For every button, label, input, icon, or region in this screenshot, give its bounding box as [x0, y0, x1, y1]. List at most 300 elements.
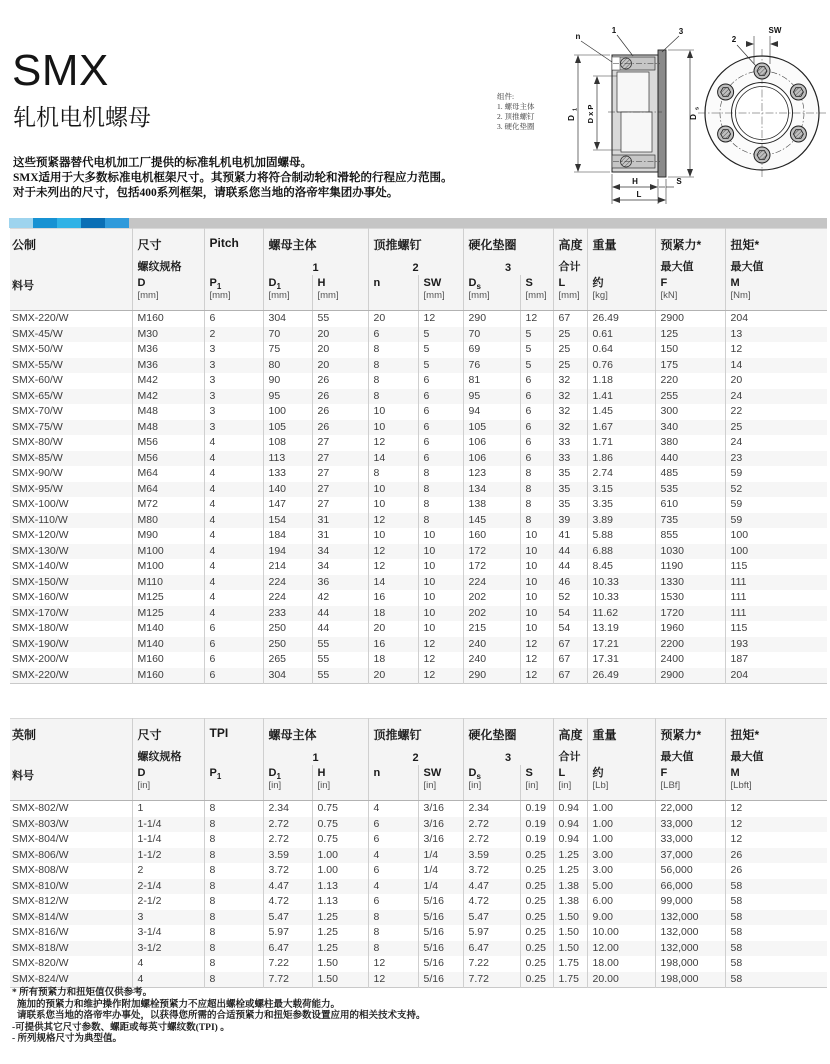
cell: 12.00 [587, 941, 655, 957]
cell: 214 [263, 559, 312, 575]
column-header: n [368, 275, 418, 311]
cell: 26.49 [587, 668, 655, 684]
column-header: D [in] [132, 765, 204, 801]
table-row [10, 832, 827, 848]
cell: 59 [725, 497, 827, 513]
cell: 0.19 [520, 817, 553, 833]
table-row [10, 668, 827, 684]
cell: 10 [418, 544, 463, 560]
cell: 6 [204, 621, 263, 637]
cell: 132,000 [655, 910, 725, 926]
cell: 1.41 [587, 389, 655, 405]
cell: 1.13 [312, 879, 368, 895]
cell: 0.25 [520, 894, 553, 910]
cell: 1.86 [587, 451, 655, 467]
part-number-header: 料号 [10, 275, 132, 311]
cell: 1.50 [312, 972, 368, 988]
cell: M36 [132, 342, 204, 358]
cell: 8 [520, 482, 553, 498]
cell: 8 [520, 466, 553, 482]
cell: 0.25 [520, 848, 553, 864]
cell: 4 [204, 559, 263, 575]
cell: 58 [725, 956, 827, 972]
cell: 31 [312, 528, 368, 544]
cell: 20 [368, 621, 418, 637]
cell: 10.33 [587, 590, 655, 606]
accent-segment [105, 218, 129, 228]
part-number: SMX-45/W [12, 327, 63, 340]
cell: 5/16 [418, 956, 463, 972]
cell: 20 [312, 358, 368, 374]
part-number: SMX-55/W [12, 358, 63, 371]
cell: 33 [553, 435, 587, 451]
table-row [10, 863, 827, 879]
cell: 27 [312, 435, 368, 451]
cell: 250 [263, 621, 312, 637]
cell: 2 [132, 863, 204, 879]
cell: 304 [263, 668, 312, 684]
cell: 5 [418, 327, 463, 343]
cell: 5/16 [418, 910, 463, 926]
cell: 4 [204, 466, 263, 482]
cell: M125 [132, 590, 204, 606]
table-row [10, 327, 827, 343]
cell: 175 [655, 358, 725, 374]
footnote-line: -可提供其它尺寸参数、螺距或每英寸螺纹数(TPI) 。 [12, 1022, 230, 1033]
part-number: SMX-808/W [12, 864, 69, 876]
cell: 18 [368, 606, 418, 622]
cell: 3.35 [587, 497, 655, 513]
cell: 1.38 [553, 894, 587, 910]
cell: 10 [368, 482, 418, 498]
callout-1: 1 [611, 26, 617, 35]
group-header: 尺寸 [132, 719, 204, 745]
subgroup-header [204, 745, 263, 765]
cell: 66,000 [655, 879, 725, 895]
cell: 18 [368, 652, 418, 668]
cell: 4 [204, 497, 263, 513]
cell: 3 [204, 420, 263, 436]
cell: 54 [553, 621, 587, 637]
cell: 6 [418, 435, 463, 451]
cell: 1030 [655, 544, 725, 560]
cell: 8 [418, 513, 463, 529]
cell: 4 [204, 544, 263, 560]
cell: 8 [368, 389, 418, 405]
dim-h-label: H [632, 177, 638, 186]
cell: 1-1/4 [132, 817, 204, 833]
table-row [10, 373, 827, 389]
cell: 1.67 [587, 420, 655, 436]
cell: 81 [463, 373, 520, 389]
cell: 7.22 [263, 956, 312, 972]
cell: 145 [463, 513, 520, 529]
cell: 5.97 [463, 925, 520, 941]
dim-dxp-label: D x P [586, 104, 595, 124]
table-row [10, 590, 827, 606]
accent-rest [129, 218, 827, 228]
legend-title: 组件: [497, 92, 515, 101]
callout-n: n [575, 32, 581, 41]
cell: 1.75 [553, 972, 587, 988]
cell: 14 [725, 358, 827, 374]
column-header: $D_1$ [mm] [263, 275, 312, 311]
cell: 224 [263, 575, 312, 591]
cell: 224 [463, 575, 520, 591]
description-line: 对于未列出的尺寸，包括400系列框架，请联系您当地的洛帝牢集团办事处。 [13, 187, 399, 199]
cell: 8.45 [587, 559, 655, 575]
cell: 34 [312, 559, 368, 575]
cell: 17.21 [587, 637, 655, 653]
part-number: SMX-70/W [12, 405, 63, 417]
part-number: SMX-200/W [12, 653, 69, 665]
cell: 123 [463, 466, 520, 482]
group-header: 重量 [587, 229, 655, 255]
cell: 1530 [655, 590, 725, 606]
cell: 3.59 [463, 848, 520, 864]
cell: 855 [655, 528, 725, 544]
cell: 8 [418, 497, 463, 513]
cell: 8 [418, 466, 463, 482]
cell: 132,000 [655, 941, 725, 957]
table-row [10, 848, 827, 864]
cell: 70 [463, 327, 520, 343]
cell: 59 [725, 466, 827, 482]
cell: 3 [204, 404, 263, 420]
footnote-line: 请联系您当地的洛帝牢办事处，以获得您所需的合适预紧力和扭矩参数设置应用的相关技术支持。 [17, 1011, 426, 1021]
cell: 111 [725, 606, 827, 622]
cell: 4 [204, 528, 263, 544]
cell: 115 [725, 621, 827, 637]
cell: 2400 [655, 652, 725, 668]
cell: 111 [725, 575, 827, 591]
footnote-line: * 所有预紧力和扭矩值仅供参考。 [12, 988, 153, 998]
cell: 26 [312, 404, 368, 420]
group-header: 预紧力* [655, 719, 725, 745]
cell: 224 [263, 590, 312, 606]
cell: 8 [204, 879, 263, 895]
cell: 3/16 [418, 832, 463, 848]
group-header: TPI [204, 719, 263, 745]
part-number: SMX-65/W [12, 389, 63, 402]
table-row [10, 404, 827, 420]
technical-drawing [548, 18, 830, 218]
cell: 20 [368, 668, 418, 684]
cell: 8 [520, 497, 553, 513]
cell: 26 [312, 420, 368, 436]
cell: M90 [132, 528, 204, 544]
cell: 8 [204, 941, 263, 957]
dim-ds-sub: s [694, 106, 701, 110]
cell: 35 [553, 482, 587, 498]
cell: 95 [463, 389, 520, 405]
cell: 1.00 [587, 801, 655, 817]
cell: 138 [463, 497, 520, 513]
part-number: SMX-803/W [12, 817, 69, 830]
cell: 41 [553, 528, 587, 544]
cell: 132,000 [655, 925, 725, 941]
column-header: SW [in] [418, 765, 463, 801]
cell: 6 [418, 420, 463, 436]
column-header: M [Nm] [725, 275, 827, 311]
cell: M48 [132, 404, 204, 420]
cell: 2.72 [263, 817, 312, 833]
cell: 1/4 [418, 848, 463, 864]
cell: 1.25 [312, 941, 368, 957]
cell: 1/4 [418, 879, 463, 895]
cell: 8 [368, 910, 418, 926]
cell: 6 [520, 389, 553, 405]
subgroup-header [587, 255, 655, 275]
cell: 69 [463, 342, 520, 358]
cell: 10 [520, 590, 553, 606]
column-header: 约 [Lb] [587, 765, 655, 801]
cell: 5 [520, 342, 553, 358]
cell: M100 [132, 544, 204, 560]
cell: 6 [418, 451, 463, 467]
header-cell [10, 255, 132, 275]
cell: 240 [463, 637, 520, 653]
cell: 10 [520, 528, 553, 544]
cell: 250 [263, 637, 312, 653]
column-header: D [mm] [132, 275, 204, 311]
cell: 24 [725, 435, 827, 451]
dim-sw-label: SW [768, 26, 782, 35]
component-legend [497, 92, 535, 132]
cell: 3.00 [587, 863, 655, 879]
cell: 172 [463, 544, 520, 560]
page-subtitle: 轧机电机螺母 [13, 104, 151, 130]
cell: 610 [655, 497, 725, 513]
subgroup-header [587, 745, 655, 765]
subgroup-header: 1 [263, 255, 368, 275]
accent-segment [57, 218, 81, 228]
table-row [10, 972, 827, 988]
part-number: SMX-824/W [12, 972, 69, 985]
accent-segment [33, 218, 57, 228]
cell: 58 [725, 879, 827, 895]
cell: 20 [725, 373, 827, 389]
cell: 6 [368, 894, 418, 910]
cell: 95 [263, 389, 312, 405]
subgroup-header [204, 255, 263, 275]
cell: 6 [368, 817, 418, 833]
cell: 204 [725, 668, 827, 684]
cell: 1.71 [587, 435, 655, 451]
metric-table [10, 228, 827, 684]
cell: 7.72 [263, 972, 312, 988]
cell: 26.49 [587, 311, 655, 327]
cell: 1.50 [553, 941, 587, 957]
cell: 4 [204, 590, 263, 606]
cell: 10 [368, 404, 418, 420]
cell: 5.97 [263, 925, 312, 941]
cell: 1/4 [418, 863, 463, 879]
cell: M36 [132, 358, 204, 374]
column-header: $D_s$ [mm] [463, 275, 520, 311]
subgroup-header: 最大值 [725, 255, 827, 275]
cell: 100 [263, 404, 312, 420]
cell: 10 [418, 621, 463, 637]
cell: M100 [132, 559, 204, 575]
cell: 8 [368, 925, 418, 941]
column-header: S [in] [520, 765, 553, 801]
cell: 0.25 [520, 925, 553, 941]
system-label: 英制 [12, 728, 37, 742]
cell: 10 [368, 420, 418, 436]
cell: 1.50 [553, 910, 587, 926]
cell: 4 [204, 606, 263, 622]
cell: M80 [132, 513, 204, 529]
cell: 20 [312, 327, 368, 343]
part-number-header: 料号 [10, 765, 132, 801]
cell: 26 [312, 373, 368, 389]
cell: 32 [553, 404, 587, 420]
cell: 10 [368, 528, 418, 544]
cell: 31 [312, 513, 368, 529]
column-header: H [mm] [312, 275, 368, 311]
cell: 440 [655, 451, 725, 467]
cell: 25 [553, 327, 587, 343]
cell: 3/16 [418, 817, 463, 833]
column-header: $D_s$ [in] [463, 765, 520, 801]
cell: 0.19 [520, 832, 553, 848]
cell: 8 [204, 925, 263, 941]
cell: 58 [725, 925, 827, 941]
column-header: S [mm] [520, 275, 553, 311]
cell: M160 [132, 311, 204, 327]
cell: 6 [368, 863, 418, 879]
legend-item: 2. 顶推螺钉 [497, 112, 535, 121]
cell: 12 [368, 544, 418, 560]
cell: 12 [368, 513, 418, 529]
table-row [10, 497, 827, 513]
cell: 5.47 [263, 910, 312, 926]
cell: 20 [368, 311, 418, 327]
cell: 6 [520, 404, 553, 420]
table-row [10, 559, 827, 575]
cell: 10 [520, 575, 553, 591]
cell: 2.74 [587, 466, 655, 482]
part-number: SMX-120/W [12, 529, 69, 541]
cell: 1.25 [312, 910, 368, 926]
cell: 12 [368, 559, 418, 575]
cell: 6 [520, 373, 553, 389]
cell: 1.25 [553, 848, 587, 864]
cell: 27 [312, 451, 368, 467]
cell: 6 [204, 652, 263, 668]
cell: 2 [204, 327, 263, 343]
cell: 76 [463, 358, 520, 374]
part-number: SMX-180/W [12, 622, 69, 634]
accent-segment [81, 218, 105, 228]
cell: 12 [418, 637, 463, 653]
cell: 67 [553, 652, 587, 668]
cell: 6 [368, 832, 418, 848]
cell: 8 [418, 482, 463, 498]
cell: 14 [368, 451, 418, 467]
cell: M140 [132, 637, 204, 653]
part-number: SMX-60/W [12, 374, 63, 386]
cell: 233 [263, 606, 312, 622]
cell: 290 [463, 311, 520, 327]
cell: 42 [312, 590, 368, 606]
subgroup-header: 螺纹规格 [132, 255, 204, 275]
column-header: M [Lbft] [725, 765, 827, 801]
column-header: 约 [kg] [587, 275, 655, 311]
cell: 1.45 [587, 404, 655, 420]
cell: 20 [312, 342, 368, 358]
cell: 1.00 [312, 863, 368, 879]
cell: 5 [520, 358, 553, 374]
column-header: F [LBf] [655, 765, 725, 801]
cell: 99,000 [655, 894, 725, 910]
cell: M64 [132, 466, 204, 482]
cell: 2.72 [463, 817, 520, 833]
cell: 1-1/2 [132, 848, 204, 864]
cell: 8 [204, 801, 263, 817]
cell: 100 [725, 528, 827, 544]
washer-shape [658, 50, 666, 177]
cell: 12 [725, 832, 827, 848]
cell: 198,000 [655, 972, 725, 988]
cell: 12 [725, 342, 827, 358]
table-row [10, 311, 827, 327]
table-row [10, 956, 827, 972]
cell: 52 [553, 590, 587, 606]
column-header: L [in] [553, 765, 587, 801]
cell: M48 [132, 420, 204, 436]
cell: 125 [655, 327, 725, 343]
accent-segment [9, 218, 33, 228]
cell: 3.15 [587, 482, 655, 498]
cell: 0.75 [312, 817, 368, 833]
table-row [10, 637, 827, 653]
group-header: 高度 [553, 229, 587, 255]
cell: 1190 [655, 559, 725, 575]
group-header: 顶推螺钉 [368, 229, 463, 255]
cell: 67 [553, 311, 587, 327]
cell: 6 [520, 451, 553, 467]
cell: 10 [520, 606, 553, 622]
subgroup-header: 合计 [553, 255, 587, 275]
column-header: L [mm] [553, 275, 587, 311]
subgroup-header: 1 [263, 745, 368, 765]
part-number: SMX-110/W [12, 513, 68, 526]
cell: 0.75 [312, 832, 368, 848]
cell: 46 [553, 575, 587, 591]
part-number: SMX-90/W [12, 467, 63, 479]
cell: 8 [368, 941, 418, 957]
cell: 10 [368, 497, 418, 513]
table-row [10, 894, 827, 910]
cell: 0.25 [520, 972, 553, 988]
subgroup-header: 合计 [553, 745, 587, 765]
cell: 172 [463, 559, 520, 575]
column-header: n [368, 765, 418, 801]
cell: 2200 [655, 637, 725, 653]
cell: 20.00 [587, 972, 655, 988]
cell: 1.50 [553, 925, 587, 941]
cell: 113 [263, 451, 312, 467]
group-header: 顶推螺钉 [368, 719, 463, 745]
cell: 3.59 [263, 848, 312, 864]
table-row [10, 817, 827, 833]
cell: 134 [463, 482, 520, 498]
cell: 380 [655, 435, 725, 451]
cell: 1-1/4 [132, 832, 204, 848]
cell: 184 [263, 528, 312, 544]
